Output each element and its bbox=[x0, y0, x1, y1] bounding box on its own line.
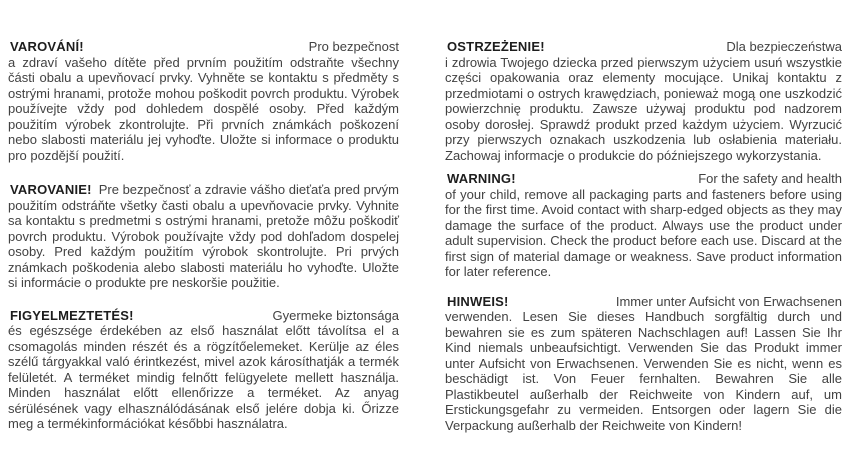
warning-block-polish bbox=[445, 39, 842, 163]
right-column bbox=[445, 39, 842, 433]
warning-heading-polish: OSTRZEŻENIE! bbox=[447, 39, 545, 54]
warning-paragraph-slovak bbox=[8, 182, 399, 291]
warning-block-slovak bbox=[8, 182, 399, 291]
warning-block-hungarian bbox=[8, 308, 399, 432]
warning-heading-slovak: VAROVANIE! bbox=[10, 182, 92, 197]
warning-body-hungarian: és egészsége érdekében az első használat előtt távolítsa el a csomagolás minden részét és a rögzítőelemeket. Kerülje az éles szélű tárgyakkal való érintkezést, mivel azok károsíthatják a termék felületét. A terméket mindig felnőtt felügyelete mellett használja. Minden használat előtt ellenőrizze a terméket. Az anyag sérülésének vagy elhasználódásának első jelére dobja ki. Őrizze meg a termékinformációkat későbbi használatra. bbox=[8, 323, 399, 431]
warning-lead-polish: Dla bezpieczeństwa bbox=[726, 39, 842, 54]
warning-lead-czech: Pro bezpečnost bbox=[308, 39, 399, 54]
warning-block-english bbox=[445, 171, 842, 280]
warning-heading-english: WARNING! bbox=[447, 171, 516, 186]
warning-first-line-polish bbox=[445, 39, 842, 55]
warning-lead-english: For the safety and health bbox=[698, 171, 842, 186]
warning-first-line-hungarian bbox=[8, 308, 399, 324]
warning-heading-czech: VAROVÁNÍ! bbox=[10, 39, 84, 54]
warning-lead-german: Immer unter Aufsicht von Erwachsenen bbox=[615, 293, 842, 309]
warning-first-line-german bbox=[445, 294, 842, 310]
warning-body-polish: i zdrowia Twojego dziecka przed pierwszym użyciem usuń wszystkie części opakowania oraz elementy mocujące. Unikaj kontaktu z przedmiotami o ostrych krawędziach, ponieważ mogą one uszkodzić powierzchnię produktu. Zawsze używaj produktu pod nadzorem osoby dorosłej. Sprawdź produkt przed każdym użyciem. Wyrzucić przy pierwszych oznakach uszkodzenia lub osłabienia materiału. Zachowaj informacje o produkcie do późniejszego wykorzystania. bbox=[445, 54, 842, 163]
warning-first-line-english bbox=[445, 171, 842, 187]
warning-block-czech bbox=[8, 39, 399, 163]
warning-heading-german: HINWEIS! bbox=[447, 293, 509, 309]
warning-body-slovak: Pre bezpečnosť a zdravie vášho dieťaťa pred prvým použitím odstráňte všetky časti obalu a upevňovacie prvky. Vyhnite sa kontaktu s predmetmi s ostrými hranami, pretože môžu poškodiť povrch produktu. Výrobok používajte vždy pod dohľadom dospelej osoby. Pred každým použitím výrobok skontrolujte. Pri prvých známkach poškodenia alebo slabosti materiálu ho vyhoďte. Uložte si informácie o produkte pre neskoršie použitie. bbox=[8, 182, 399, 290]
warning-heading-hungarian: FIGYELMEZTETÉS! bbox=[10, 307, 134, 323]
warning-body-german: verwenden. Lesen Sie dieses Handbuch sorgfältig durch und bewahren sie es zum späteren Nachschlagen auf! Lassen Sie Ihr Kind niemals unbeaufsichtigt. Verwenden Sie das Produkt immer unter Aufsicht von Erwachsenen. Verwenden Sie es nicht, wenn es beschädigt ist. Von Feuer fernhalten. Bewahren Sie alle Plastikbeutel außerhalb der Reichweite von Kindern auf, um Erstickungsgefahr zu vermeiden. Entsorgen oder lagern Sie die Verpackung außerhalb der Reichweite von Kindern! bbox=[445, 309, 842, 433]
warning-body-english: of your child, remove all packaging parts and fasteners before using for the first time. Avoid contact with sharp-edged objects as they may damage the surface of the product. Always use the product under adult supervision. Check the product before each use. Discard at the first sign of material damage or weakness. Save product information for later reference. bbox=[445, 186, 842, 279]
left-column bbox=[8, 39, 399, 432]
warning-block-german bbox=[445, 294, 842, 434]
warning-body-czech: a zdraví vašeho dítěte před prvním použitím odstraňte všechny části obalu a upevňovací prvky. Vyhněte se kontaktu s předměty s ostrými hranami, protože mohou poškodit povrch produktu. Výrobek používejte vždy pod dohledem dospělé osoby. Před každým použitím výrobek zkontrolujte. Při prvních známkách poškození nebo slabosti materiálu jej vyhoďte. Uložte si informace o produktu pro pozdější použití. bbox=[8, 54, 399, 163]
warning-first-line-czech bbox=[8, 39, 399, 55]
warning-lead-hungarian: Gyermeke biztonsága bbox=[272, 307, 399, 323]
